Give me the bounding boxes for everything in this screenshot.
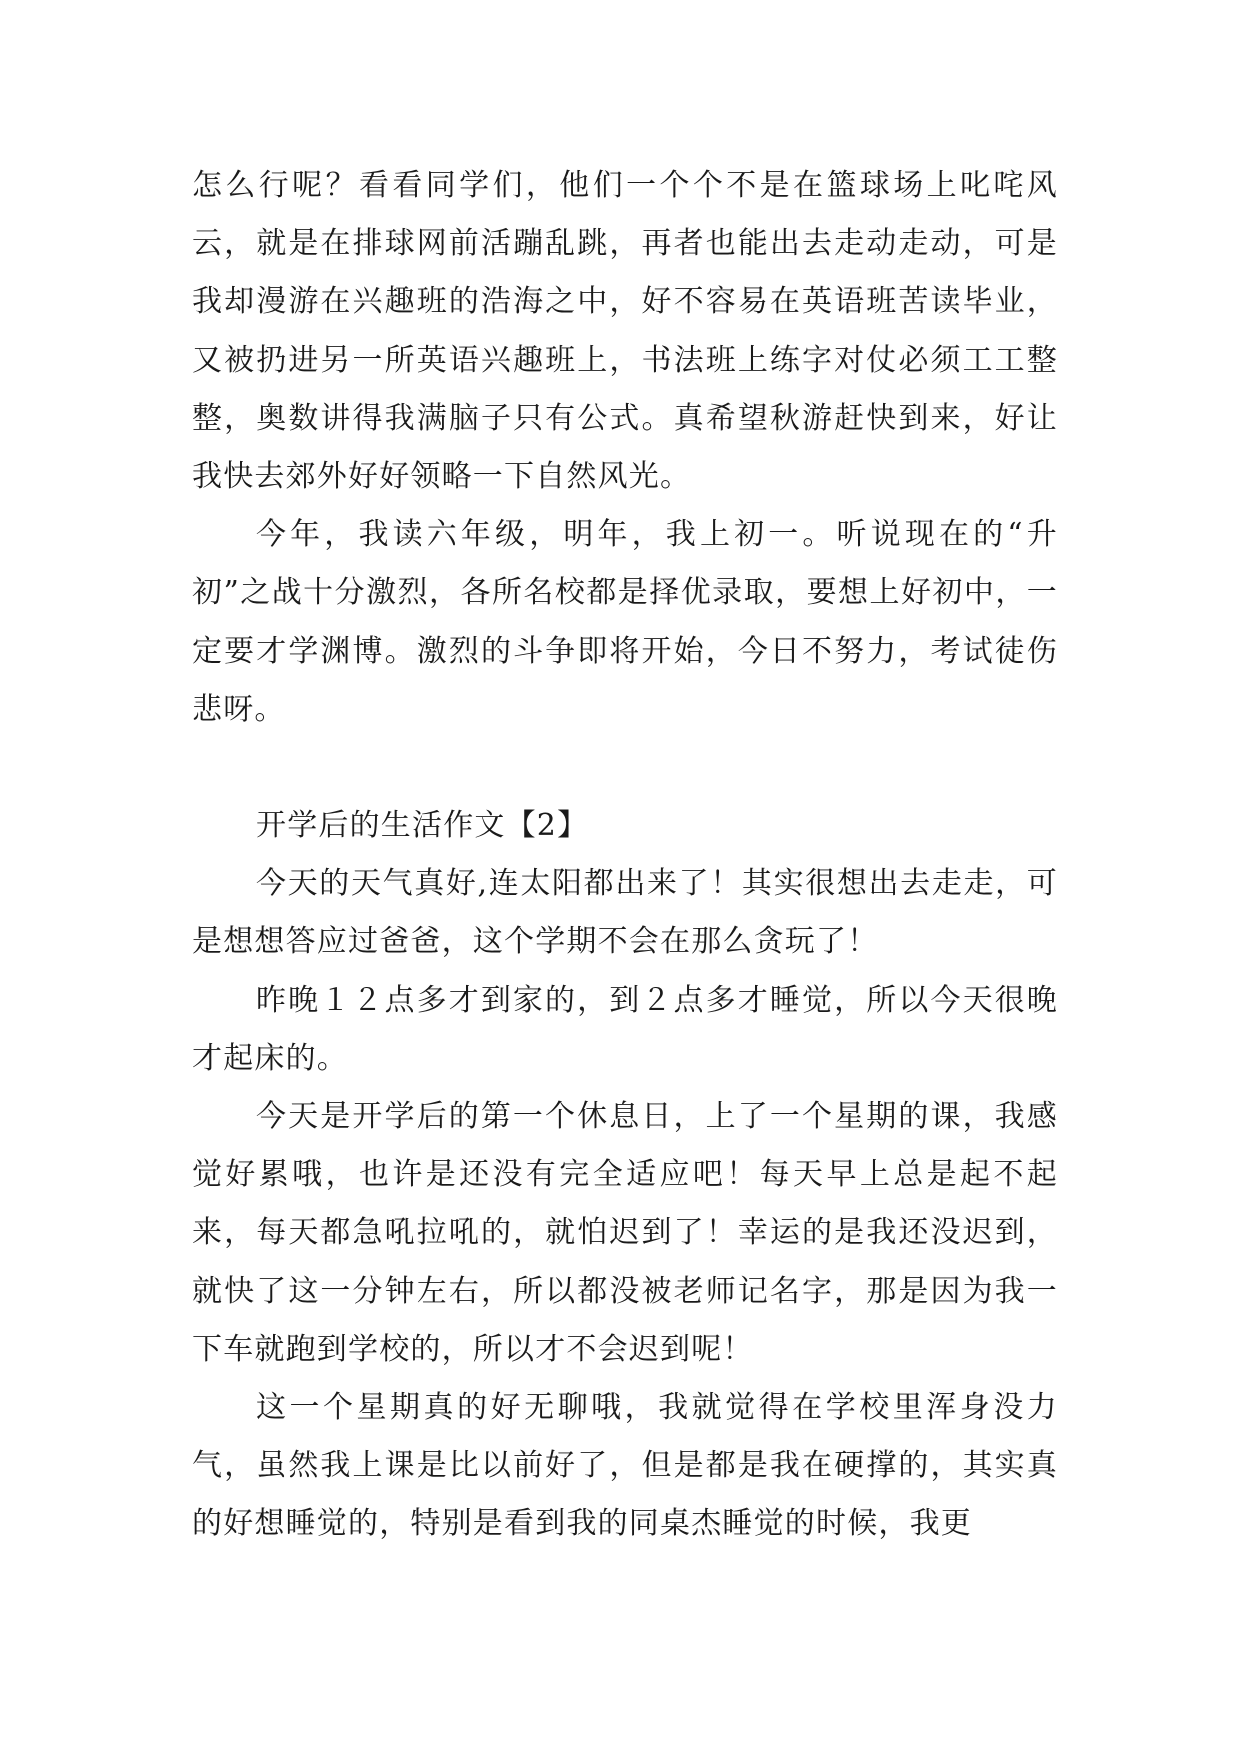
paragraph: 今天是开学后的第一个休息日，上了一个星期的课，我感觉好累哦，也许是还没有完全适应吧！每天早上总是起不起来，每天都急吼拉吼的，就怕迟到了！幸运的是我还没迟到，就快了这一分钟左右，所以都没被老师记名字，那是因为我一下车就跑到学校的，所以才不会迟到呢！ [192, 1099, 1058, 1367]
document-page [192, 157, 1058, 1554]
paragraph: 昨晚１２点多才到家的，到２点多才睡觉，所以今天很晚才起床的。 [192, 982, 1058, 1076]
paragraph: 今天的天气真好,连太阳都出来了！其实很想出去走走，可是想想答应过爸爸，这个学期不会在那么贪玩了！ [192, 866, 1058, 960]
paragraph: 今年，我读六年级，明年，我上初一。听说现在的“升初”之战十分激烈，各所名校都是择优录取，要想上好初中，一定要才学渊博。激烈的斗争即将开始，今日不努力，考试徒伤悲呀。 [192, 517, 1058, 727]
paragraph-continued: 怎么行呢？看看同学们，他们一个个不是在篮球场上叱咤风云，就是在排球网前活蹦乱跳，再者也能出去走动走动，可是我却漫游在兴趣班的浩海之中，好不容易在英语班苦读毕业，又被扔进另一所英语兴趣班上，书法班上练字对仗必须工工整整，奥数讲得我满脑子只有公式。真希望秋游赶快到来，好让我快去郊外好好领略一下自然风光。 [192, 168, 1058, 495]
paragraph: 这一个星期真的好无聊哦，我就觉得在学校里浑身没力气，虽然我上课是比以前好了，但是都是我在硬撑的，其实真的好想睡觉的，特别是看到我的同桌杰睡觉的时候，我更 [192, 1390, 1058, 1542]
section-title: 开学后的生活作文【2】 [256, 808, 589, 844]
